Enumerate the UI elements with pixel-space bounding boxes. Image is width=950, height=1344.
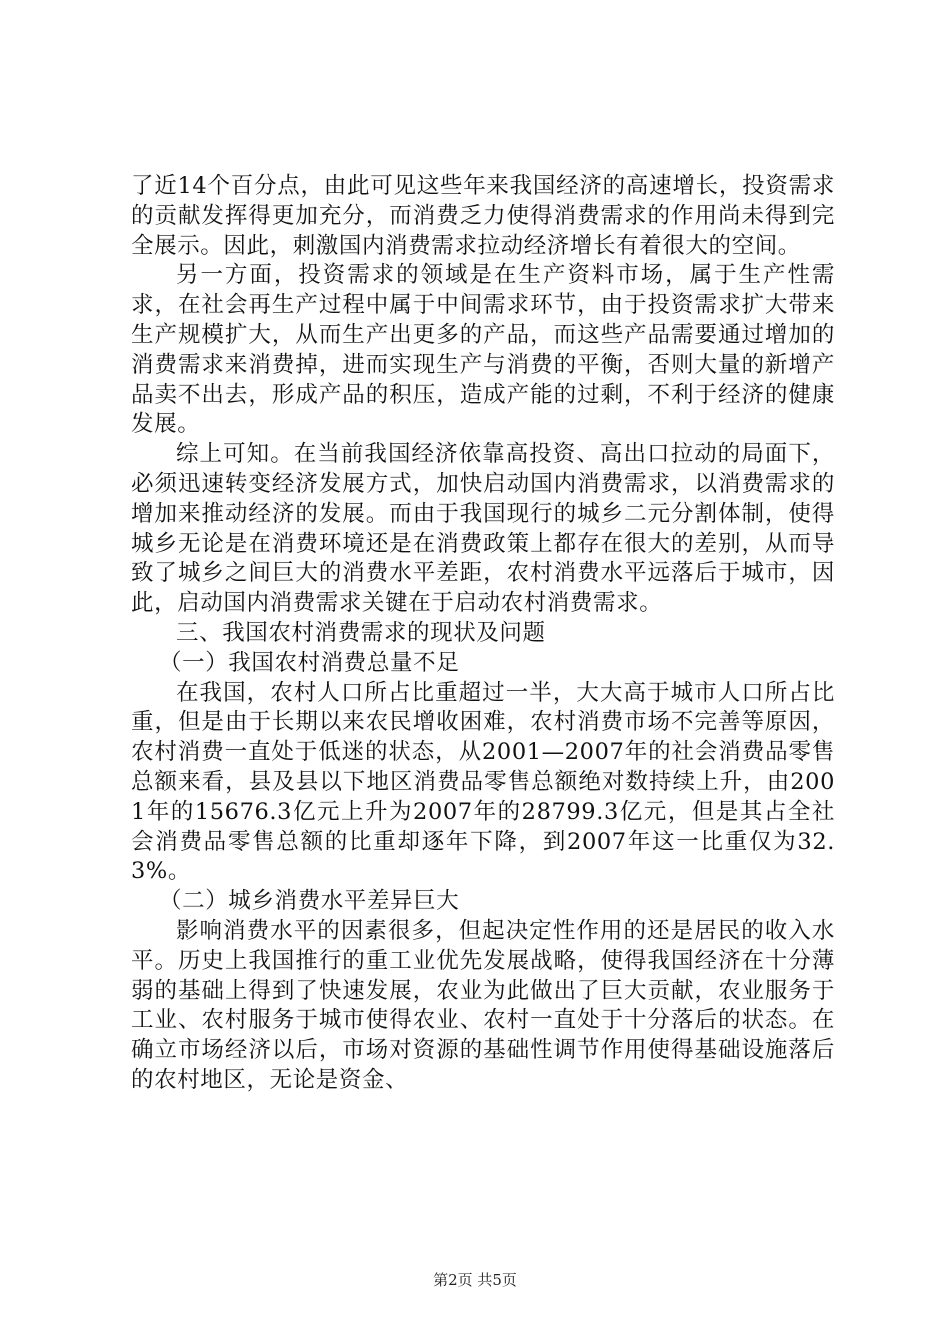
document-body	[131, 172, 835, 1096]
paragraph-summary: 综上可知。在当前我国经济依靠高投资、高出口拉动的局面下，必须迅速转变经济发展方式，加快启动国内消费需求，以消费需求的增加来推动经济的发展。而由于我国现行的城乡二元分割体制，使得城乡无论是在消费环境还是在消费政策上都存在很大的差别，从而导致了城乡之间巨大的消费水平差距，农村消费水平远落后于城市，因此，启动国内消费需求关键在于启动农村消费需求。	[131, 441, 835, 617]
paragraph-continuation: 了近14个百分点，由此可见这些年来我国经济的高速增长，投资需求的贡献发挥得更加充分，而消费乏力使得消费需求的作用尚未得到完全展示。因此，刺激国内消费需求拉动经济增长有着很大的空间。	[131, 173, 835, 259]
subsection-2-title: （二）城乡消费水平差异巨大	[159, 888, 460, 915]
subsection-1-paragraph: 在我国，农村人口所占比重超过一半，大大高于城市人口所占比重，但是由于长期以来农民增收困难，农村消费市场不完善等原因，农村消费一直处于低迷的状态，从2001—2007年的社会消费品零售总额来看，县及县以下地区消费品零售总额绝对数持续上升，由2001年的15676.3亿元上升为2007年的28799.3亿元，但是其占全社会消费品零售总额的比重却逐年下降，到2007年这一比重仅为32.3%。	[131, 679, 835, 885]
paragraph-investment-demand: 另一方面，投资需求的领域是在生产资料市场，属于生产性需求，在社会再生产过程中属于中间需求环节，由于投资需求扩大带来生产规模扩大，从而生产出更多的产品，而这些产品需要通过增加的消费需求来消费掉，进而实现生产与消费的平衡，否则大量的新增产品卖不出去，形成产品的积压，造成产能的过剩，不利于经济的健康发展。	[131, 262, 835, 438]
page-number-label: 第2页 共5页	[433, 1271, 517, 1289]
subsection-2-paragraph: 影响消费水平的因素很多，但起决定性作用的还是居民的收入水平。历史上我国推行的重工业优先发展战略，使得我国经济在十分薄弱的基础上得到了快速发展，农业为此做出了巨大贡献，农业服务于工业、农村服务于城市使得农业、农村一直处于十分落后的状态。在确立市场经济以后，市场对资源的基础性调节作用使得基础设施落后的农村地区，无论是资金、	[131, 917, 835, 1093]
subsection-1-title: （一）我国农村消费总量不足	[159, 649, 460, 676]
section-heading: 三、我国农村消费需求的现状及问题	[176, 619, 546, 646]
page-footer	[0, 1270, 950, 1290]
